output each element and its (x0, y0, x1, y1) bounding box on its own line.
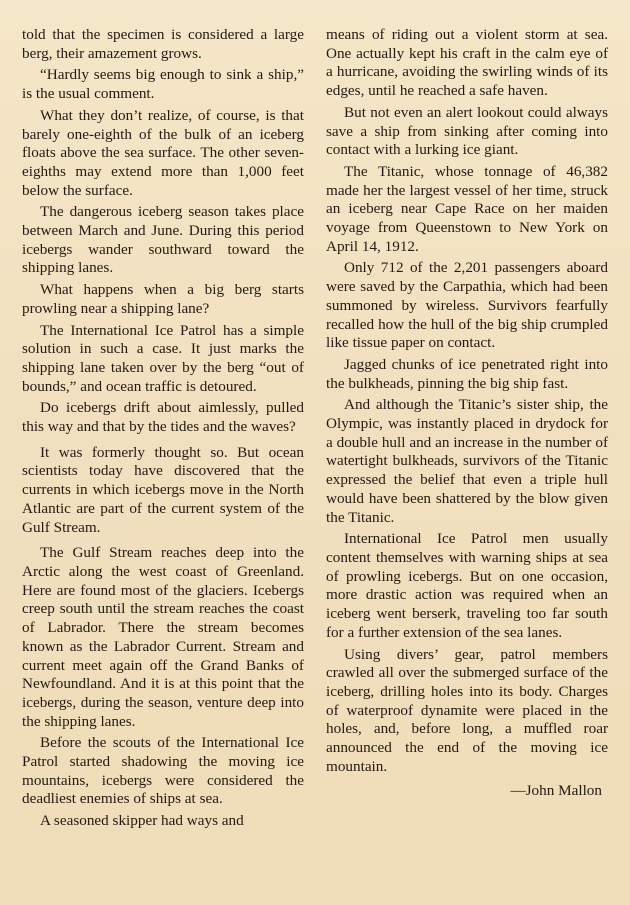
paragraph: The Gulf Stream reaches deep into the Arctic along the west coast of Greenland. Here are found most of the glaciers. Icebergs creep south until the stream reaches the coast of Labrador. There the stream becomes known as the Labrador Current. Stream and current meet again off the Grand Banks of Newfoundland. And it is at this point that the icebergs, during the season, venture deep into the shipping lanes. (22, 544, 304, 730)
paragraph: It was formerly thought so. But ocean scientists today have discovered that the currents in which icebergs move in the North Atlantic are part of the current system of the Gulf Stream. (22, 443, 304, 536)
paragraph: International Ice Patrol men usually content themselves with warning ships at sea of prowling icebergs. But on one occasion, more drastic action was required when an iceberg went berserk, traveling too far south for a further extension of the sea lanes. (326, 530, 608, 641)
paragraph: Using divers’ gear, patrol members crawled all over the submerged surface of the iceberg, drilling holes into its body. Charges of waterproof dynamite were placed in the holes, and, before long, a muffled roar announced the end of the moving ice mountain. (326, 645, 608, 775)
paragraph: Jagged chunks of ice penetrated right into the bulkheads, pinning the big ship fast. (326, 355, 608, 392)
left-column (22, 26, 304, 834)
paragraph: What happens when a big berg starts prowling near a shipping lane? (22, 281, 304, 317)
paragraph: Before the scouts of the International Ice Patrol started shadowing the moving ice mountains, icebergs were considered the deadliest enemies of ships at sea. (22, 734, 304, 808)
paragraph: “Hardly seems big enough to sink a ship,” is the usual comment. (22, 66, 304, 103)
paragraph: But not even an alert lookout could always save a ship from sinking after coming into contact with a lurking ice giant. (326, 103, 608, 159)
paragraph: And although the Titanic’s sister ship, the Olympic, was instantly placed in drydock for a double hull and an increase in the number of watertight bulkheads, survivors of the Titanic expressed the belief that even a triple hull would have been shattered by the blow given the Titanic. (326, 396, 608, 526)
paragraph: The dangerous iceberg season takes place between March and June. During this period icebergs wander southward toward the shipping lanes. (22, 203, 304, 277)
right-column (326, 26, 608, 801)
paragraph: The International Ice Patrol has a simple solution in such a case. It just marks the shipping lane taken over by the berg “out of bounds,” and ocean traffic is detoured. (22, 321, 304, 395)
paragraph: The Titanic, whose tonnage of 46,382 made her the largest vessel of her time, struck an iceberg near Cape Race on her maiden voyage from Queenstown to New York on April 14, 1912. (326, 162, 608, 255)
paragraph: Do icebergs drift about aimlessly, pulled this way and that by the tides and the waves? (22, 399, 304, 436)
paragraph: A seasoned skipper had ways and (40, 812, 244, 830)
paragraph: What they don’t realize, of course, is that barely one-eighth of the bulk of an iceberg floats above the sea surface. The other seven-eighths may extend more than 1,000 feet below the surface. (22, 106, 304, 199)
paragraph: told that the specimen is considered a large berg, their amazement grows. (22, 26, 304, 62)
author-signature: —John Mallon (510, 782, 602, 800)
paragraph: means of riding out a violent storm at sea. One actually kept his craft in the calm eye of a hurricane, avoiding the swirling winds of its edges, until he reached a safe haven. (326, 26, 608, 100)
paragraph: Only 712 of the 2,201 passengers aboard were saved by the Carpathia, which had been summoned by wireless. Survivors fearfully recalled how the hull of the big ship crumpled like tissue paper on contact. (326, 259, 608, 352)
